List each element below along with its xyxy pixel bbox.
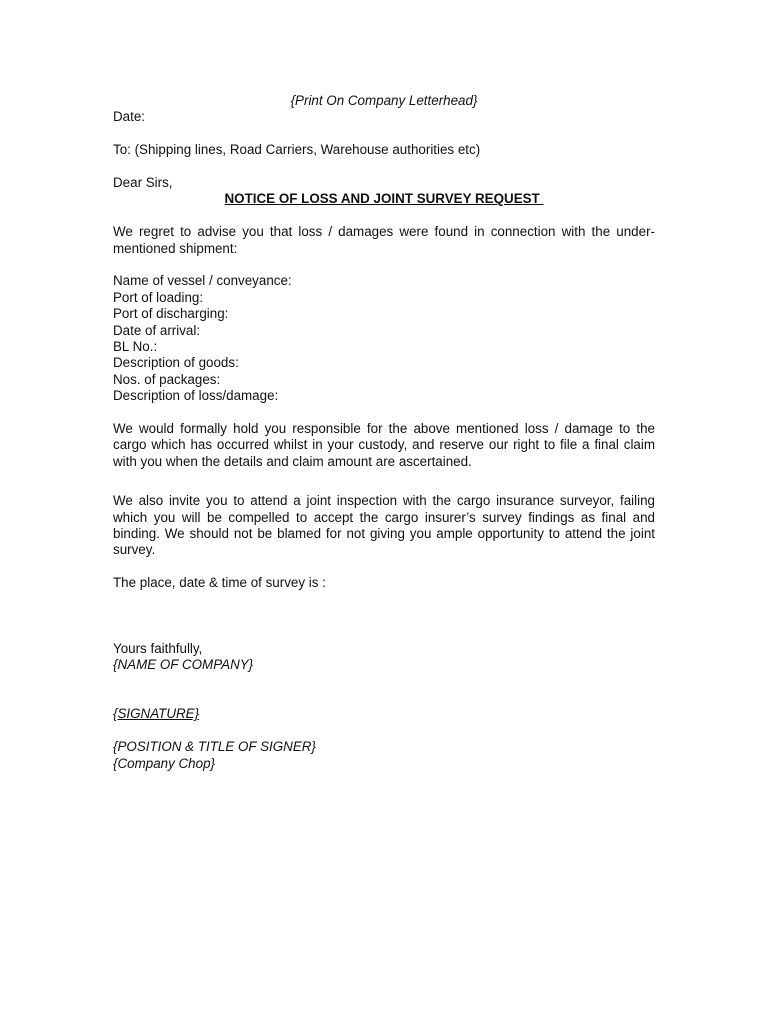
date-label: Date: [113, 109, 146, 125]
intro-paragraph: We regret to advise you that loss / damages were found in connection with the under-mentioned shipment: [113, 224, 655, 256]
position-placeholder: {POSITION & TITLE OF SIGNER} [113, 739, 316, 755]
responsibility-paragraph: We would formally hold you responsible for the above mentioned loss / damage to the cargo which has occurred whilst in your custody, and reserve our right to file a final claim with you when the details and claim amount are ascertained. [113, 421, 655, 469]
field-description-goods: Description of goods: [113, 355, 239, 371]
letter-body [113, 93, 655, 772]
company-name-placeholder: {NAME OF COMPANY} [113, 657, 254, 673]
signature-placeholder [113, 706, 655, 722]
field-bl-no: BL No.: [113, 339, 158, 355]
letterhead-note: {Print On Company Letterhead} [290, 93, 478, 108]
salutation: Dear Sirs, [113, 175, 173, 190]
field-vessel: Name of vessel / conveyance: [113, 273, 292, 289]
survey-place-line: The place, date & time of survey is : [113, 575, 326, 591]
shipment-fields [113, 273, 655, 404]
invitation-paragraph: We also invite you to attend a joint inspection with the cargo insurance surveyor, failing which you will be compelled to accept the cargo insurer’s survey findings as final and binding. We should not be blamed for not giving you ample opportunity to attend the joint survey. [113, 493, 655, 558]
field-description-loss: Description of loss/damage: [113, 388, 279, 404]
recipient-line: To: (Shipping lines, Road Carriers, Warehouse authorities etc) [113, 142, 481, 158]
company-chop-placeholder: {Company Chop} [113, 755, 215, 771]
field-port-loading: Port of loading: [113, 289, 204, 305]
closing: Yours faithfully, [113, 640, 203, 656]
signature-text: {SIGNATURE} [113, 706, 200, 722]
field-port-discharging: Port of discharging: [113, 306, 229, 322]
field-nos-packages: Nos. of packages: [113, 371, 221, 387]
field-date-arrival: Date of arrival: [113, 322, 201, 338]
notice-title: NOTICE OF LOSS AND JOINT SURVEY REQUEST [224, 191, 544, 207]
